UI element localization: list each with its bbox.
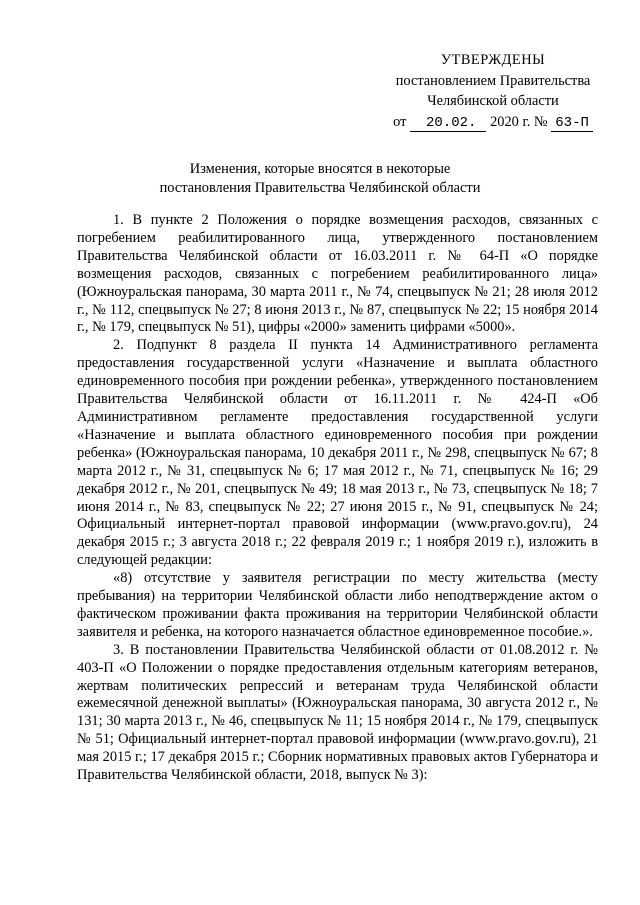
heading-line-1: Изменения, которые вносятся в некоторые (189, 161, 451, 177)
approval-number: 63-П (551, 115, 593, 132)
paragraph-3: «8) отсутствие у заявителя регистрации по месту жительства (месту пребывания) на территории Челябинской области либо неподтверждение актом о фактическом проживании факта проживания на территории Челябинской области заявителя и ребенка, на которого назначается областное единовременное пособие.». (77, 570, 598, 640)
approval-date: 20.02. (410, 115, 486, 132)
approval-date-line (378, 112, 608, 134)
approval-year: 2020 г. № (490, 113, 548, 130)
approval-title: УТВЕРЖДЕНЫ (440, 52, 546, 68)
approval-line-2: Челябинской области (427, 93, 559, 109)
document-heading (60, 160, 580, 198)
document-body (77, 212, 598, 785)
paragraph-2: 2. Подпункт 8 раздела II пункта 14 Административного регламента предоставления государственной услуги «Назначение и выплата областного единовременного пособия при рождении ребенка», утвержденного постановлением Правительства Челябинской области от 16.11.2011 г. № 424-П «Об Административном регламенте предоставления государственной услуги «Назначение и выплата областного единовременного пособия при рождении ребенка» (Южноуральская панорама, 10 декабря 2011 г., № 298, спецвыпуск № 67; 8 марта 2012 г., № 31, спецвыпуск № 6; 17 мая 2012 г., № 71, спецвыпуск № 16; 29 декабря 2012 г., № 201, спецвыпуск № 49; 18 мая 2013 г., № 73, спецвыпуск № 18; 7 июня 2014 г., № 83, спецвыпуск № 22; 27 июня 2015 г., № 91, спецвыпуск № 24; Официальный интернет-портал правовой информации (www.pravo.gov.ru), 24 декабря 2015 г.; 3 августа 2018 г.; 22 февраля 2019 г.; 1 ноября 2019 г.), изложить в следующей редакции: (77, 337, 598, 569)
approval-line-1: постановлением Правительства (395, 72, 591, 89)
heading-line-2: постановления Правительства Челябинской области (159, 180, 481, 196)
approval-from-prefix: от (393, 113, 407, 130)
paragraph-1: 1. В пункте 2 Положения о порядке возмещения расходов, связанных с погребением реабилитированного лица, утвержденного постановлением Правительства Челябинской области от 16.03.2011 г. № 64-П «О порядке возмещения расходов, связанных с погребением реабилитированного лица» (Южноуральская панорама, 30 марта 2011 г., № 74, спецвыпуск № 21; 28 июля 2012 г., № 112, спецвыпуск № 27; 8 июня 2013 г., № 87, спецвыпуск № 22; 15 ноября 2014 г., № 179, спецвыпуск № 51), цифры «2000» заменить цифрами «5000». (77, 212, 598, 336)
paragraph-4: 3. В постановлении Правительства Челябинской области от 01.08.2012 г. № 403-П «О Положении о порядке предоставления отдельным категориям ветеранов, жертвам политических репрессий и ветеранам труда Челябинской области ежемесячной денежной выплаты» (Южноуральская панорама, 30 августа 2012 г., № 131; 30 марта 2013 г., № 46, спецвыпуск № 11; 15 ноября 2014 г., № 179, спецвыпуск № 51; Официальный интернет-портал правовой информации (www.pravo.gov.ru), 21 мая 2015 г.; 17 декабря 2015 г.; Сборник нормативных правовых актов Губернатора и Правительства Челябинской области, 2018, выпуск № 3): (77, 641, 598, 784)
approval-stamp (378, 50, 608, 133)
